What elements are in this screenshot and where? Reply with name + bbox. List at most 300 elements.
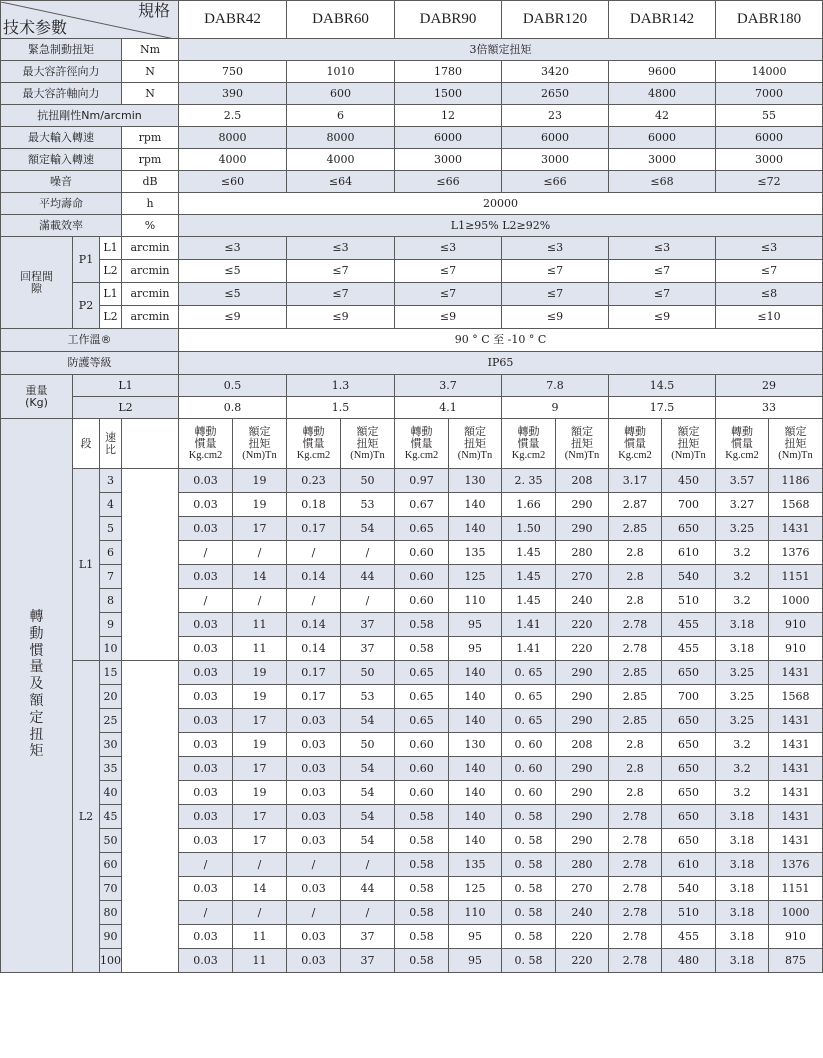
inertia-value: 910 — [769, 613, 823, 637]
inertia-value: 610 — [662, 853, 716, 877]
inertia-value: 3.18 — [716, 949, 769, 973]
corner-header — [1, 1, 179, 39]
brake-label: 緊急制動扭矩 — [1, 39, 122, 61]
inertia-value: 53 — [341, 493, 395, 517]
ratio-value: 40 — [100, 781, 122, 805]
inertia-value: 1431 — [769, 781, 823, 805]
backlash-value: ≤7 — [287, 260, 395, 283]
inertia-value: 910 — [769, 637, 823, 661]
backlash-value: ≤10 — [716, 306, 823, 329]
stage-name: L2 — [73, 661, 100, 973]
inertia-value: 0.58 — [395, 949, 449, 973]
model-header: DABR180 — [716, 1, 823, 39]
brake-value: 3倍額定扭矩 — [179, 39, 823, 61]
inertia-value: 110 — [449, 589, 502, 613]
ratio-value: 90 — [100, 925, 122, 949]
inertia-value: 140 — [449, 781, 502, 805]
inertia-value: 0. 58 — [502, 853, 556, 877]
inertia-value: 3.18 — [716, 805, 769, 829]
inertia-value: 2.8 — [609, 589, 662, 613]
inertia-subheader — [609, 419, 662, 469]
inertia-value: 1000 — [769, 589, 823, 613]
inertia-value: 140 — [449, 493, 502, 517]
stiff-value: 42 — [609, 105, 716, 127]
inertia-value: 50 — [341, 733, 395, 757]
torque-subheader — [769, 419, 823, 469]
inertia-value: 2.8 — [609, 733, 662, 757]
inertia-value: 2.78 — [609, 901, 662, 925]
ratedspeed-value: 4000 — [287, 149, 395, 171]
ratio-value: 15 — [100, 661, 122, 685]
inertia-value: 1.66 — [502, 493, 556, 517]
inertia-value: 0.14 — [287, 637, 341, 661]
inertia-value: 1431 — [769, 517, 823, 541]
torque-subheader-unit: (Nm)Tn — [242, 449, 277, 461]
stiff-label: 抗扭剛性Nm/arcmin — [1, 105, 179, 127]
inertia-value: 290 — [556, 781, 609, 805]
inertia-value: 650 — [662, 733, 716, 757]
life-label: 平均壽命 — [1, 193, 122, 215]
inertia-value: / — [287, 541, 341, 565]
inertia-value: / — [287, 853, 341, 877]
inertia-value: 0.65 — [395, 685, 449, 709]
inertia-value: 510 — [662, 901, 716, 925]
inertia-subheader-unit: Kg.cm2 — [725, 449, 759, 461]
maxspeed-label: 最大輸入轉速 — [1, 127, 122, 149]
inertia-value: 1151 — [769, 565, 823, 589]
weight-value: 0.5 — [179, 375, 287, 397]
inertia-value: 1.45 — [502, 541, 556, 565]
inertia-value: 1431 — [769, 805, 823, 829]
inertia-value: 54 — [341, 805, 395, 829]
inertia-value: 3.2 — [716, 565, 769, 589]
inertia-value: 0.03 — [179, 637, 233, 661]
inertia-value: 53 — [341, 685, 395, 709]
ratio-value: 6 — [100, 541, 122, 565]
ratedspeed-value: 3000 — [502, 149, 609, 171]
noise-value: ≤66 — [395, 171, 502, 193]
inertia-value: 0.18 — [287, 493, 341, 517]
blank-cell — [122, 661, 179, 973]
inertia-value: 44 — [341, 565, 395, 589]
eff-unit: % — [122, 215, 179, 237]
backlash-value: ≤3 — [179, 237, 287, 260]
inertia-value: 11 — [233, 613, 287, 637]
backlash-label: 回程間隙 — [1, 237, 73, 329]
inertia-value: 1000 — [769, 901, 823, 925]
inertia-value: 140 — [449, 661, 502, 685]
axial-value: 7000 — [716, 83, 823, 105]
inertia-value: 0.58 — [395, 829, 449, 853]
inertia-value: 290 — [556, 805, 609, 829]
weight-value: 29 — [716, 375, 823, 397]
inertia-value: 0.03 — [287, 805, 341, 829]
inertia-subheader-text: 轉動慣量 — [624, 425, 646, 450]
inertia-value: 19 — [233, 781, 287, 805]
inertia-value: 3.17 — [609, 469, 662, 493]
corner-param-label: 技术参數 — [3, 17, 68, 37]
ratio-value: 60 — [100, 853, 122, 877]
inertia-value: / — [179, 853, 233, 877]
inertia-value: 125 — [449, 565, 502, 589]
inertia-value: 1.41 — [502, 637, 556, 661]
inertia-value: 1431 — [769, 829, 823, 853]
inertia-subheader-unit: Kg.cm2 — [618, 449, 652, 461]
inertia-value: 0.03 — [287, 949, 341, 973]
torque-subheader-unit: (Nm)Tn — [671, 449, 706, 461]
inertia-value: 54 — [341, 829, 395, 853]
inertia-value: 220 — [556, 613, 609, 637]
inertia-value: / — [233, 901, 287, 925]
inertia-value: 0. 65 — [502, 661, 556, 685]
inertia-value: 19 — [233, 733, 287, 757]
eff-label: 滿載效率 — [1, 215, 122, 237]
torque-subheader — [556, 419, 609, 469]
inertia-value: 0.03 — [287, 733, 341, 757]
inertia-value: 1568 — [769, 493, 823, 517]
inertia-value: 0. 65 — [502, 685, 556, 709]
model-header: DABR120 — [502, 1, 609, 39]
inertia-value: 220 — [556, 925, 609, 949]
weight-stage: L2 — [73, 397, 179, 419]
inertia-value: 1.45 — [502, 565, 556, 589]
weight-value: 17.5 — [609, 397, 716, 419]
inertia-value: 0.03 — [179, 709, 233, 733]
inertia-label — [1, 419, 73, 973]
inertia-value: 0.65 — [395, 517, 449, 541]
blank-cell — [122, 469, 179, 661]
inertia-value: 37 — [341, 637, 395, 661]
inertia-value: 540 — [662, 565, 716, 589]
inertia-value: 135 — [449, 853, 502, 877]
inertia-value: 50 — [341, 661, 395, 685]
temp-value: 90 ° C 至 -10 ° C — [179, 329, 823, 352]
inertia-value: 0.60 — [395, 733, 449, 757]
inertia-value: 3.57 — [716, 469, 769, 493]
inertia-subheader-unit: Kg.cm2 — [404, 449, 439, 461]
inertia-value: 208 — [556, 469, 609, 493]
inertia-value: 140 — [449, 685, 502, 709]
inertia-value: 125 — [449, 877, 502, 901]
inertia-value: 37 — [341, 949, 395, 973]
corner-spec-label: 規格 — [137, 0, 170, 20]
backlash-value: ≤9 — [609, 306, 716, 329]
inertia-value: 0.03 — [179, 925, 233, 949]
inertia-value: 11 — [233, 949, 287, 973]
inertia-value: 650 — [662, 829, 716, 853]
weight-label — [1, 375, 73, 419]
inertia-value: 0.03 — [179, 757, 233, 781]
weight-value: 33 — [716, 397, 823, 419]
inertia-value: 455 — [662, 925, 716, 949]
inertia-value: 17 — [233, 829, 287, 853]
inertia-value: 1431 — [769, 733, 823, 757]
inertia-value: 0. 58 — [502, 877, 556, 901]
weight-value: 14.5 — [609, 375, 716, 397]
model-header: DABR142 — [609, 1, 716, 39]
backlash-value: ≤7 — [609, 260, 716, 283]
backlash-stage: L2 — [100, 306, 122, 329]
backlash-unit: arcmin — [122, 283, 179, 306]
inertia-value: 0.03 — [179, 877, 233, 901]
prot-label: 防護等級 — [1, 352, 179, 375]
inertia-value: 11 — [233, 637, 287, 661]
inertia-value: 0.03 — [287, 709, 341, 733]
ratio-value: 7 — [100, 565, 122, 589]
inertia-value: 290 — [556, 661, 609, 685]
inertia-value: 0.03 — [287, 925, 341, 949]
inertia-value: / — [233, 541, 287, 565]
inertia-value: 0. 58 — [502, 925, 556, 949]
backlash-stage: L1 — [100, 283, 122, 306]
inertia-value: / — [287, 589, 341, 613]
weight-value: 3.7 — [395, 375, 502, 397]
ratedspeed-value: 3000 — [395, 149, 502, 171]
inertia-value: 700 — [662, 493, 716, 517]
inertia-value: 0. 60 — [502, 781, 556, 805]
inertia-value: 17 — [233, 517, 287, 541]
inertia-value: 0. 58 — [502, 901, 556, 925]
inertia-value: 1.41 — [502, 613, 556, 637]
inertia-subheader — [502, 419, 556, 469]
inertia-value: 2.78 — [609, 805, 662, 829]
torque-subheader-text: 額定扭矩 — [571, 425, 593, 450]
radial-value: 3420 — [502, 61, 609, 83]
inertia-value: 0.60 — [395, 541, 449, 565]
backlash-group: P1 — [73, 237, 100, 283]
inertia-value: 3.2 — [716, 733, 769, 757]
inertia-value: 0.03 — [287, 781, 341, 805]
inertia-value: 0.60 — [395, 781, 449, 805]
inertia-subheader-text: 轉動慣量 — [731, 425, 753, 450]
inertia-value: 240 — [556, 589, 609, 613]
maxspeed-value: 6000 — [502, 127, 609, 149]
inertia-value: 3.25 — [716, 709, 769, 733]
noise-value: ≤64 — [287, 171, 395, 193]
inertia-value: 0.03 — [287, 877, 341, 901]
backlash-value: ≤9 — [287, 306, 395, 329]
inertia-value: 95 — [449, 925, 502, 949]
inertia-value: 610 — [662, 541, 716, 565]
inertia-value: 0. 60 — [502, 757, 556, 781]
ratio-value: 50 — [100, 829, 122, 853]
inertia-value: 2.85 — [609, 685, 662, 709]
inertia-value: 1376 — [769, 541, 823, 565]
inertia-value: 0.58 — [395, 877, 449, 901]
inertia-value: 480 — [662, 949, 716, 973]
inertia-value: 0.58 — [395, 901, 449, 925]
backlash-value: ≤5 — [179, 283, 287, 306]
inertia-value: 19 — [233, 493, 287, 517]
inertia-value: 54 — [341, 757, 395, 781]
maxspeed-value: 8000 — [287, 127, 395, 149]
ratedspeed-value: 3000 — [609, 149, 716, 171]
torque-subheader-text: 額定扭矩 — [677, 425, 700, 450]
inertia-value: 650 — [662, 781, 716, 805]
weight-value: 0.8 — [179, 397, 287, 419]
inertia-value: 0.03 — [179, 493, 233, 517]
inertia-value: 2.8 — [609, 541, 662, 565]
inertia-subheader-text: 轉動慣量 — [194, 425, 217, 450]
inertia-value: 0.14 — [287, 565, 341, 589]
backlash-stage: L2 — [100, 260, 122, 283]
inertia-value: 1568 — [769, 685, 823, 709]
inertia-value: 140 — [449, 517, 502, 541]
inertia-value: 17 — [233, 709, 287, 733]
inertia-value: 2.78 — [609, 829, 662, 853]
inertia-value: 0.03 — [179, 829, 233, 853]
inertia-value: 290 — [556, 493, 609, 517]
backlash-value: ≤9 — [502, 306, 609, 329]
inertia-value: 140 — [449, 757, 502, 781]
inertia-value: 0.65 — [395, 709, 449, 733]
inertia-value: 0.03 — [287, 757, 341, 781]
inertia-value: 1186 — [769, 469, 823, 493]
inertia-value: 3.2 — [716, 589, 769, 613]
inertia-value: 110 — [449, 901, 502, 925]
inertia-value: 19 — [233, 685, 287, 709]
inertia-value: 540 — [662, 877, 716, 901]
maxspeed-value: 6000 — [395, 127, 502, 149]
inertia-value: 220 — [556, 949, 609, 973]
life-unit: h — [122, 193, 179, 215]
inertia-value: 510 — [662, 589, 716, 613]
ratio-value: 35 — [100, 757, 122, 781]
inertia-value: 0.58 — [395, 805, 449, 829]
inertia-value: 3.25 — [716, 661, 769, 685]
inertia-value: 2.85 — [609, 517, 662, 541]
inertia-subheader-text: 轉動慣量 — [302, 425, 325, 450]
inertia-value: 0.58 — [395, 613, 449, 637]
inertia-value: 0.03 — [179, 805, 233, 829]
inertia-subheader — [716, 419, 769, 469]
ratio-value: 45 — [100, 805, 122, 829]
inertia-value: 140 — [449, 829, 502, 853]
inertia-value: 3.18 — [716, 925, 769, 949]
radial-value: 1780 — [395, 61, 502, 83]
torque-subheader-text: 額定扭矩 — [356, 425, 379, 450]
inertia-value: 0.60 — [395, 589, 449, 613]
inertia-value: 2.78 — [609, 949, 662, 973]
radial-unit: N — [122, 61, 179, 83]
weight-value: 4.1 — [395, 397, 502, 419]
stiff-value: 12 — [395, 105, 502, 127]
inertia-value: / — [287, 901, 341, 925]
inertia-value: 280 — [556, 541, 609, 565]
brake-unit: Nm — [122, 39, 179, 61]
ratio-value: 20 — [100, 685, 122, 709]
weight-unit: (Kg) — [25, 395, 48, 409]
backlash-value: ≤7 — [395, 260, 502, 283]
inertia-value: 3.18 — [716, 877, 769, 901]
inertia-value: 0.23 — [287, 469, 341, 493]
inertia-value: 0.03 — [287, 829, 341, 853]
inertia-subheader-unit: Kg.cm2 — [511, 449, 546, 461]
ratio-value: 30 — [100, 733, 122, 757]
inertia-value: 2.78 — [609, 877, 662, 901]
inertia-value: 1.50 — [502, 517, 556, 541]
inertia-value: 54 — [341, 517, 395, 541]
torque-subheader — [449, 419, 502, 469]
inertia-value: 0. 60 — [502, 733, 556, 757]
torque-subheader-text: 額定扭矩 — [248, 425, 271, 450]
inertia-value: 2. 35 — [502, 469, 556, 493]
stage-name: L1 — [73, 469, 100, 661]
inertia-value: 135 — [449, 541, 502, 565]
backlash-value: ≤5 — [179, 260, 287, 283]
torque-subheader-unit: (Nm)Tn — [778, 449, 813, 461]
noise-value: ≤60 — [179, 171, 287, 193]
inertia-value: 875 — [769, 949, 823, 973]
inertia-value: 3.18 — [716, 901, 769, 925]
ratio-value: 4 — [100, 493, 122, 517]
inertia-value: 54 — [341, 709, 395, 733]
inertia-value: 0.03 — [179, 733, 233, 757]
ratedspeed-value: 3000 — [716, 149, 823, 171]
inertia-subheader — [395, 419, 449, 469]
inertia-value: 3.25 — [716, 517, 769, 541]
inertia-value: 2.85 — [609, 709, 662, 733]
inertia-value: 2.87 — [609, 493, 662, 517]
radial-value: 14000 — [716, 61, 823, 83]
inertia-value: 450 — [662, 469, 716, 493]
inertia-value: 3.25 — [716, 685, 769, 709]
inertia-value: 95 — [449, 613, 502, 637]
ratio-value: 8 — [100, 589, 122, 613]
inertia-value: 290 — [556, 709, 609, 733]
inertia-value: 2.85 — [609, 661, 662, 685]
backlash-value: ≤8 — [716, 283, 823, 306]
axial-unit: N — [122, 83, 179, 105]
torque-subheader — [233, 419, 287, 469]
weight-label-text: 重量 — [25, 383, 48, 397]
backlash-value: ≤7 — [502, 283, 609, 306]
noise-unit: dB — [122, 171, 179, 193]
maxspeed-value: 8000 — [179, 127, 287, 149]
inertia-value: 1431 — [769, 709, 823, 733]
inertia-value: 0.03 — [179, 685, 233, 709]
inertia-value: 0.17 — [287, 685, 341, 709]
ratio-value: 3 — [100, 469, 122, 493]
inertia-value: 14 — [233, 565, 287, 589]
ratio-value: 80 — [100, 901, 122, 925]
axial-value: 4800 — [609, 83, 716, 105]
inertia-value: 0.58 — [395, 925, 449, 949]
inertia-subheader — [179, 419, 233, 469]
inertia-value: 455 — [662, 613, 716, 637]
radial-value: 9600 — [609, 61, 716, 83]
inertia-value: 0.17 — [287, 517, 341, 541]
inertia-value: 0.03 — [179, 613, 233, 637]
noise-value: ≤72 — [716, 171, 823, 193]
inertia-value: 220 — [556, 637, 609, 661]
backlash-value: ≤3 — [395, 237, 502, 260]
ratio-header-text: 速比 — [105, 430, 116, 456]
inertia-value: 0.67 — [395, 493, 449, 517]
inertia-value: 95 — [449, 949, 502, 973]
inertia-value: 3.18 — [716, 829, 769, 853]
axial-value: 2650 — [502, 83, 609, 105]
maxspeed-unit: rpm — [122, 127, 179, 149]
torque-subheader-unit: (Nm)Tn — [350, 449, 385, 461]
backlash-value: ≤3 — [502, 237, 609, 260]
stiff-value: 23 — [502, 105, 609, 127]
inertia-value: 37 — [341, 613, 395, 637]
ratedspeed-unit: rpm — [122, 149, 179, 171]
backlash-value: ≤9 — [395, 306, 502, 329]
backlash-value: ≤7 — [716, 260, 823, 283]
inertia-value: 650 — [662, 661, 716, 685]
